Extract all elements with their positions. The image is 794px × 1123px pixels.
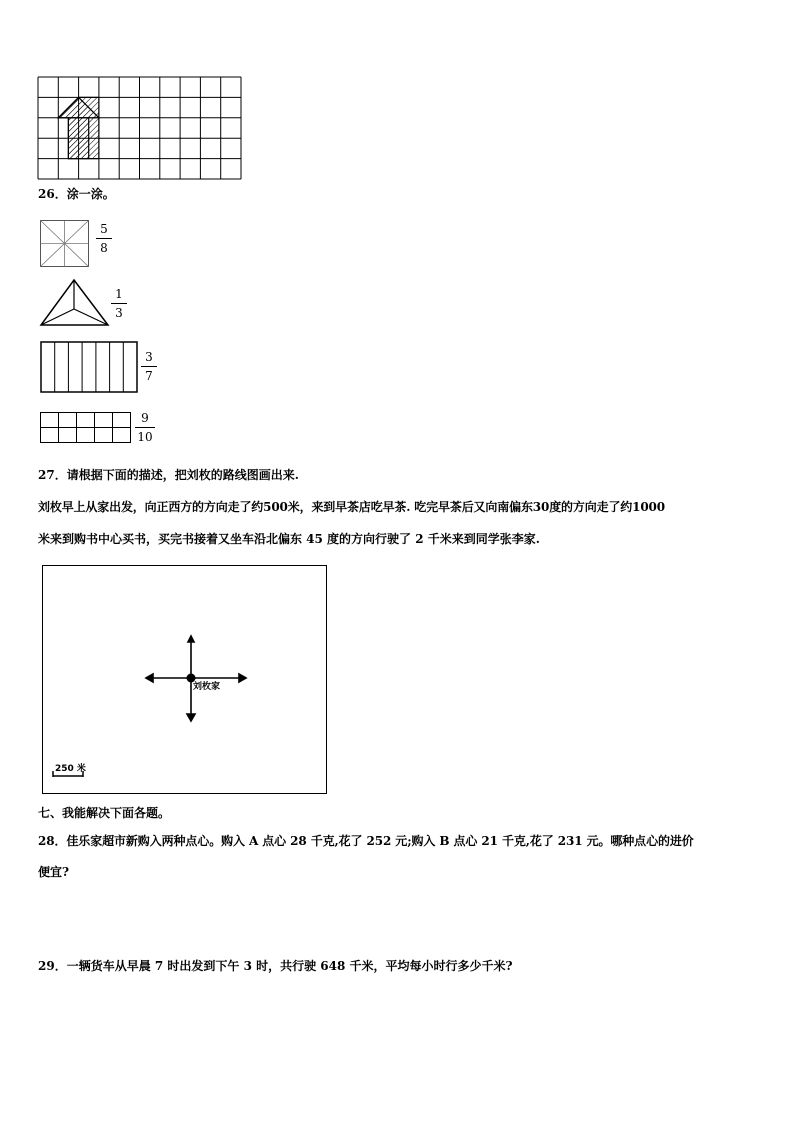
compass-cross (43, 566, 326, 793)
q29-line1: 29．一辆货车从早晨 7 时出发到下午 3 时，共行驶 648 千米，平均每小时行多少千米? (38, 959, 513, 973)
scale-label: 250 米 (55, 764, 86, 774)
home-label: 刘枚家 (193, 682, 221, 692)
q28-line2: 便宜? (38, 865, 70, 879)
route-map-box[interactable] (42, 565, 327, 794)
west-arrowhead (146, 674, 153, 682)
translation-grid (38, 77, 242, 180)
fraction-1-3: $\frac{1}{3}$ (111, 287, 127, 320)
q27-title: 27．请根据下面的描述，把刘枚的路线图画出来. (38, 468, 299, 482)
q26-title: 26．涂一涂。 (38, 187, 115, 201)
rectangle-tenths-figure[interactable] (40, 412, 132, 444)
north-arrowhead (188, 636, 194, 642)
fraction-5-8: $\frac{5}{8}$ (96, 222, 112, 255)
arrow-shaft (68, 118, 88, 159)
south-arrowhead (187, 714, 195, 721)
section7-title: 七、我能解决下面各题。 (38, 806, 171, 820)
square-eighths-figure[interactable] (40, 220, 90, 268)
east-arrowhead (239, 674, 246, 682)
fraction-3-7: $\frac{3}{7}$ (141, 350, 157, 383)
q28-line1: 28．佳乐家超市新购入两种点心。购入 A 点心 28 千克,花了 252 元;购入 B 点心 21 千克,花了 231 元。哪种点心的进价 (38, 834, 694, 848)
rectangle-sevenths-figure[interactable] (40, 341, 138, 393)
q27-description-line2: 米来到购书中心买书，买完书接着又坐车沿北偏东 45 度的方向行驶了 2 千米来到同学张李家. (38, 532, 540, 546)
triangle-thirds-figure[interactable] (40, 279, 110, 327)
q27-description-line1: 刘枚早上从家出发，向正西方的方向走了约500米，来到早茶店吃早茶. 吃完早茶后又向南偏东30度的方向走了约1000 (38, 500, 665, 514)
fraction-9-10: $\frac{9}{10}$ (135, 411, 155, 444)
